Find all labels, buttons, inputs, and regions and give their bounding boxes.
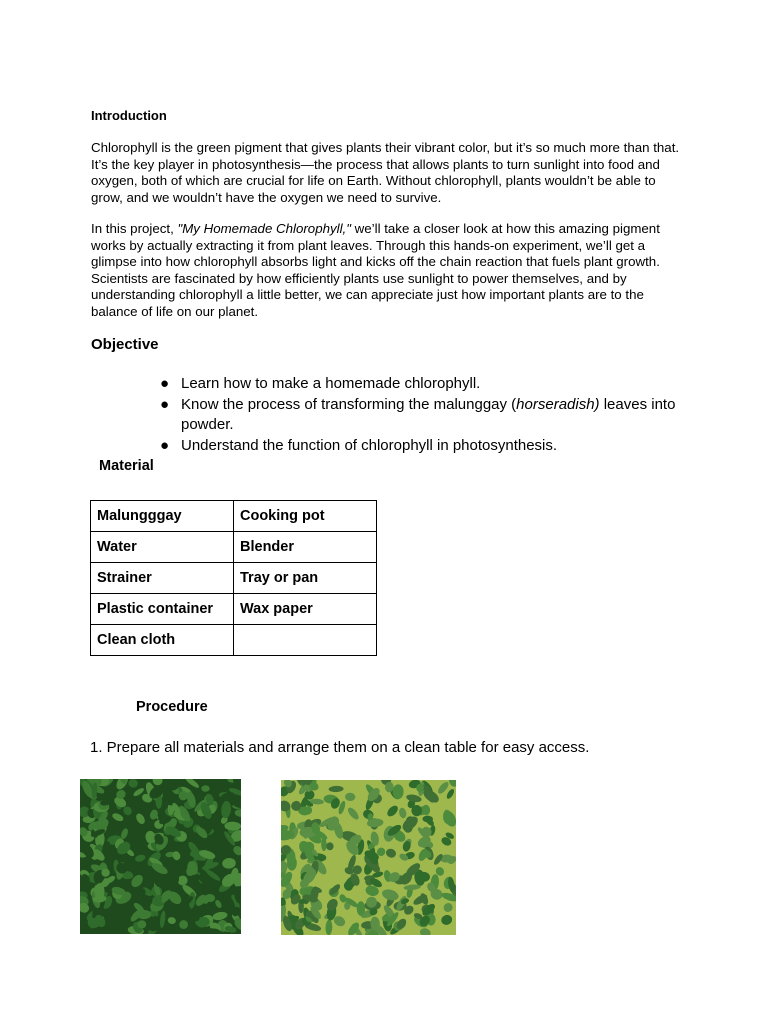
material-heading: Material <box>99 458 154 474</box>
table-row <box>91 501 377 532</box>
objective-list <box>160 374 700 456</box>
objective-item <box>160 436 700 457</box>
objective-item-text: Understand the function of chlorophyll in photosynthesis. <box>181 436 558 454</box>
table-cell: Blender <box>234 532 377 563</box>
table-row <box>91 563 377 594</box>
table-row <box>91 594 377 625</box>
objective-item-text: Learn how to make a homemade chlorophyll. <box>181 375 481 392</box>
objective-item <box>160 395 700 436</box>
introduction-paragraph-1: Chlorophyll is the green pigment that gives plants their vibrant color, but it’s so much more than that. It’s the key player in photosynthesis—the process that allows plants to turn sunlight into food and oxygen, both of which are crucial for life on Earth. Without chlorophyll, plants wouldn’t be able to grow, and we wouldn’t have the oxygen we need to survive. <box>91 140 680 205</box>
objective-item <box>160 374 700 395</box>
introduction-paragraph-2 <box>91 221 681 321</box>
malunggay-basin-photo <box>281 780 456 935</box>
bullet-icon: ● <box>160 436 170 454</box>
table-cell <box>234 625 377 656</box>
procedure-step-1: 1. Prepare all materials and arrange them on a clean table for easy access. <box>90 739 590 756</box>
bullet-icon: ● <box>160 375 170 392</box>
table-cell: Malungggay <box>91 501 234 532</box>
objective-item-text: Know the process of transforming the malunggay ( <box>181 395 517 413</box>
objective-item-suffix: leaves into powder. <box>181 395 676 433</box>
objective-item-italic: horseradish) <box>516 395 600 413</box>
table-row <box>91 625 377 656</box>
objective-heading: Objective <box>91 336 159 353</box>
table-cell: Clean cloth <box>91 625 234 656</box>
materials-table <box>90 500 377 656</box>
leaves-illustration <box>80 779 241 934</box>
table-cell: Wax paper <box>234 594 377 625</box>
table-cell: Plastic container <box>91 594 234 625</box>
procedure-heading: Procedure <box>136 699 208 715</box>
table-row <box>91 532 377 563</box>
basin-leaves-illustration <box>281 780 456 935</box>
introduction-heading: Introduction <box>91 108 167 123</box>
table-cell: Strainer <box>91 563 234 594</box>
project-title: "My Homemade Chlorophyll," <box>177 221 351 236</box>
malunggay-leaves-photo <box>80 779 241 934</box>
paragraph-2-prefix: In this project, <box>91 221 178 236</box>
bullet-icon: ● <box>160 395 170 413</box>
table-cell: Water <box>91 532 234 563</box>
table-cell: Tray or pan <box>234 563 377 594</box>
table-cell: Cooking pot <box>234 501 377 532</box>
paragraph-2-rest: we’ll take a closer look at how this amazing pigment works by actually extracting it from plant leaves. Through this hands-on experiment, we’ll get a glimpse into how chlorophyll absorbs light and kicks off the chain reaction that fuels plant growth. Scientists are fascinated by how efficiently plants use sunlight to power themselves, and by understanding chlorophyll a little better, we can appreciate just how important plants are to the balance of life on our planet. <box>91 221 660 319</box>
